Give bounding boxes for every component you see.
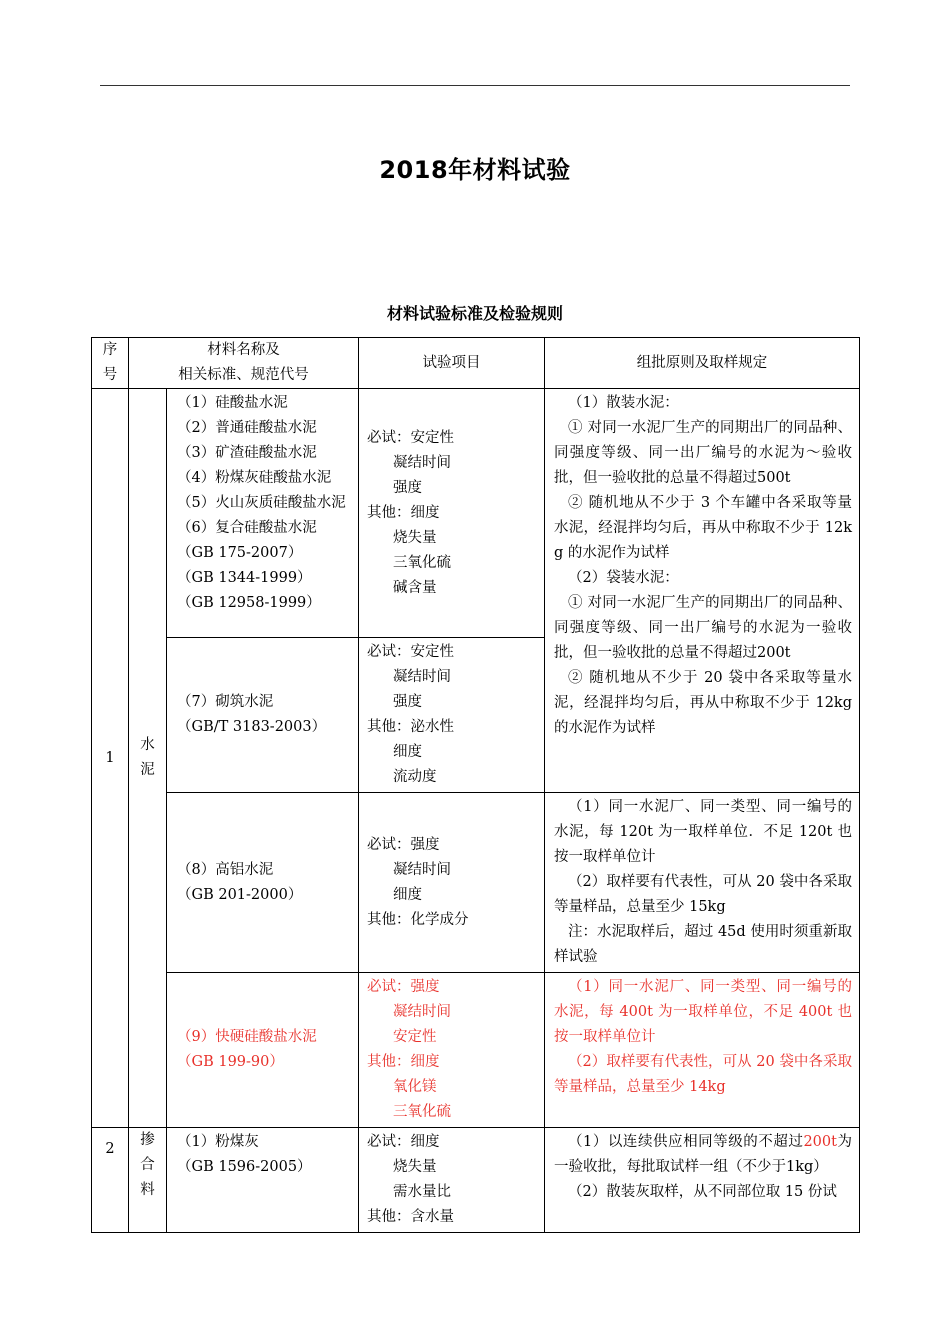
- header-rule: [100, 85, 850, 86]
- tests-cell: 必试：强度 凝结时间 细度 其他：化学成分: [359, 793, 545, 973]
- tests-cell: 必试：强度 凝结时间 安定性 其他：细度 氧化镁 三氧化硫: [359, 973, 545, 1128]
- rules-cell: （1）同一水泥厂、同一类型、同一编号的水泥，每 400t 为一取样单位，不足 400t 也按一取样单位计 （2）取样要有代表性，可从 20 袋中各采取等量样品，总量至少 14kg: [545, 973, 860, 1128]
- seq-cell: 1: [92, 389, 129, 1128]
- table-row: [92, 973, 860, 1128]
- material-cell: （8）高铝水泥 （GB 201-2000）: [167, 793, 359, 973]
- material-cell: （1）硅酸盐水泥 （2）普通硅酸盐水泥 （3）矿渣硅酸盐水泥 （4）粉煤灰硅酸盐水泥 （5）火山灰质硅酸盐水泥 （6）复合硅酸盐水泥 （GB 175-2007） （GB 1344-1999） （GB 12958-1999）: [167, 389, 359, 638]
- category-cell: 水 泥: [129, 389, 167, 1128]
- rules-cell: （1）以连续供应相同等级的不超过200t为一验收批，每批取试样一组（不少于1kg） （2）散装灰取样，从不同部位取 15 份试: [545, 1128, 860, 1233]
- seq-cell: 2: [92, 1128, 129, 1233]
- material-cell: （9）快硬硅酸盐水泥 （GB 199-90）: [167, 973, 359, 1128]
- rules-cell: （1）散装水泥： ① 对同一水泥厂生产的同期出厂的同品种、同强度等级、同一出厂编号的水泥为～验收批，但一验收批的总量不得超过500t ② 随机地从不少于 3 个车罐中各采取等量水泥，经混拌均匀后，再从中称取不少于 12kg 的水泥作为试样 （2）袋装水泥： ① 对同一水泥厂生产的同期出厂的同品种、同强度等级、同一出厂编号的水泥为一验收批，但一验收批的总量不得超过200t ② 随机地从不少于 20 袋中各采取等量水泥，经混拌均匀后，再从中称取不少于 12kg 的水泥作为试样: [545, 389, 860, 793]
- table-row: [92, 793, 860, 973]
- rules-cell: （1）同一水泥厂、同一类型、同一编号的水泥，每 120t 为一取样单位．不足 120t 也按一取样单位计 （2）取样要有代表性，可从 20 袋中各采取等量样品，总量至少 15kg 注：水泥取样后，超过 45d 使用时须重新取样试验: [545, 793, 860, 973]
- tests-cell: 必试：细度 烧失量 需水量比 其他：含水量: [359, 1128, 545, 1233]
- material-cell: （7）砌筑水泥 （GB/T 3183-2003）: [167, 638, 359, 793]
- tests-cell: 必试：安定性 凝结时间 强度 其他：泌水性 细度 流动度: [359, 638, 545, 793]
- table-row: [92, 1128, 860, 1233]
- header-rules: 组批原则及取样规定: [545, 338, 860, 389]
- tests-cell: 必试：安定性 凝结时间 强度 其他：细度 烧失量 三氧化硫 碱含量: [359, 389, 545, 638]
- standards-table: [91, 337, 860, 1233]
- header-tests: 试验项目: [359, 338, 545, 389]
- header-material: 材料名称及 相关标准、规范代号: [129, 338, 359, 389]
- table-title: 材料试验标准及检验规则: [386, 304, 563, 323]
- table-header-row: [92, 338, 860, 389]
- table-row: [92, 389, 860, 638]
- category-cell: 掺 合 料: [129, 1128, 167, 1233]
- header-seq: 序 号: [92, 338, 129, 389]
- material-cell: （1）粉煤灰 （GB 1596-2005）: [167, 1128, 359, 1233]
- document-title: 2018年材料试验: [379, 156, 571, 184]
